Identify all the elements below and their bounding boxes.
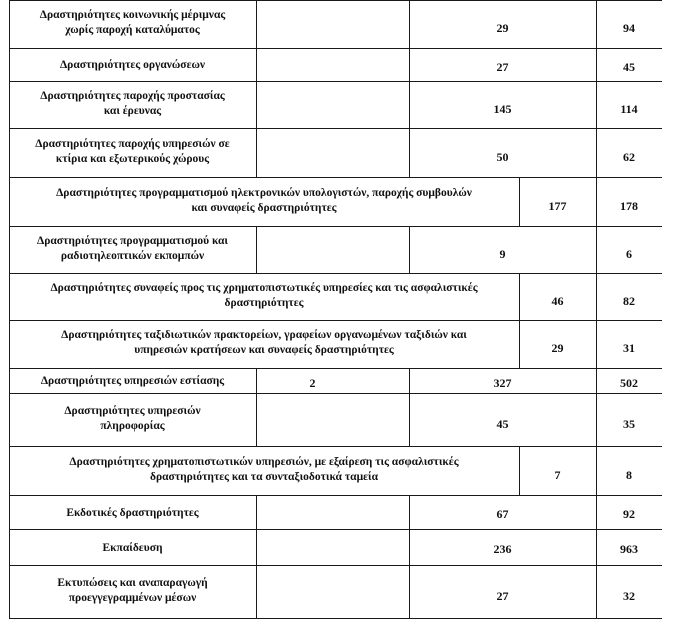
column-border [256,227,257,274]
row-label-line: προεγγεγραμμένων μέσων [68,592,197,604]
column-border [256,49,257,82]
row-border [9,393,662,394]
row-border [9,273,662,274]
row-border [9,446,662,447]
cell-value-col2: 2 [309,376,316,390]
row-border [9,529,662,530]
column-border [256,0,257,49]
cell-value-col4: 114 [620,102,638,116]
row-label-line: υπηρεσιών κρατήσεων και συναφείς δραστηριότητες [134,344,394,356]
row-border [9,565,662,566]
cell-value-col4: 8 [626,468,632,482]
cell-value-col4: 963 [620,542,638,556]
row-border [9,48,662,49]
row-border [9,0,662,1]
row-label-line: Δραστηριότητες παροχής προστασίας [40,90,225,102]
row-label-line: δραστηριότητες και τα συνταξιοδοτικά ταμεία [150,471,378,483]
cell-value-col3: 327 [493,376,512,390]
row-label-line: ραδιοτηλεοπτικών εκπομπών [60,250,205,262]
cell-value-col4: 35 [623,417,635,431]
row-label-line: Δραστηριότητες χρηματοπιστωτικών υπηρεσιών, με εξαίρεση τις ασφαλιστικές [69,456,459,468]
cell-value-col4: 94 [623,21,635,35]
row-label-line: κτίρια και εξωτερικούς χώρους [55,153,210,165]
cell-value-col3: 45 [496,417,509,431]
row-label-line: χωρίς παροχή καταλύματος [65,24,200,36]
cell-value-col3: 145 [493,102,512,116]
row-label-line: Δραστηριότητες οργανώσεων [59,59,206,71]
row-label-line: και συναφείς δραστηριότητες [191,202,337,214]
row-label-line: Δραστηριότητες συναφείς προς τις χρηματοπιστωτικές υπηρεσίες και τις ασφαλιστικές [50,282,478,294]
right-margin [662,0,689,619]
cell-value-col4: 82 [623,294,635,308]
row-label-line: Εκδοτικές δραστηριότητες [66,507,199,519]
cell-value-col3: 27 [496,60,509,74]
row-label-line: Δραστηριότητες ταξιδιωτικών πρακτορείων, γραφείων οργανωμένων ταξιδιών και [61,329,467,341]
cell-value-col4: 502 [620,376,638,390]
column-border [256,394,257,447]
row-label-line: Δραστηριότητες παροχής υπηρεσιών σε [35,138,230,150]
row-border [9,81,662,82]
cell-value-col3: 50 [496,150,509,164]
row-border [9,226,662,227]
row-border [9,320,662,321]
cell-value-col4: 32 [623,589,635,603]
row-label-line: Δραστηριότητες προγραμματισμού ηλεκτρονικών υπολογιστών, παροχής συμβουλών [56,187,472,199]
row-label-line: Δραστηριότητες προγραμματισμού και [37,235,228,247]
cell-value-col4: 45 [623,60,635,74]
cell-value-col3: 236 [493,542,512,556]
column-border [256,566,257,619]
column-border [256,496,257,530]
row-border [9,495,662,496]
row-label-line: Εκπαίδευση [102,542,163,554]
cell-value-col3: 29 [496,21,509,35]
row-border [9,177,662,178]
row-label-line: πληροφορίας [100,420,165,432]
cell-value-col3: 27 [496,589,509,603]
column-border [256,82,257,129]
row-label-line: Δραστηριότητες υπηρεσιών [64,405,201,417]
row-label-line: Δραστηριότητες κοινωνικής μέριμνας [39,9,226,21]
row-border [9,128,662,129]
cell-value-col3: 67 [496,507,509,521]
row-label-line: Εκτυπώσεις και αναπαραγωγή [57,577,208,589]
column-border [256,530,257,566]
cell-value-col4: 178 [620,199,638,213]
row-label-line: Δραστηριότητες υπηρεσιών εστίασης [40,375,225,387]
cell-value-col4: 6 [626,247,632,261]
cell-value-col4: 31 [623,341,635,355]
row-label-line: δραστηριότητες [224,297,304,309]
cell-value-col3: 9 [499,247,506,261]
cell-value-col4: 62 [623,150,635,164]
row-label-line: και έρευνας [103,105,162,117]
cell-value-col4: 92 [623,507,635,521]
row-border [9,368,662,369]
column-border [256,129,257,178]
cell-value-col3: 7 [554,468,561,482]
cell-value-col3: 29 [551,341,564,355]
cell-value-col3: 46 [551,294,564,308]
cell-value-col3: 177 [548,199,567,213]
